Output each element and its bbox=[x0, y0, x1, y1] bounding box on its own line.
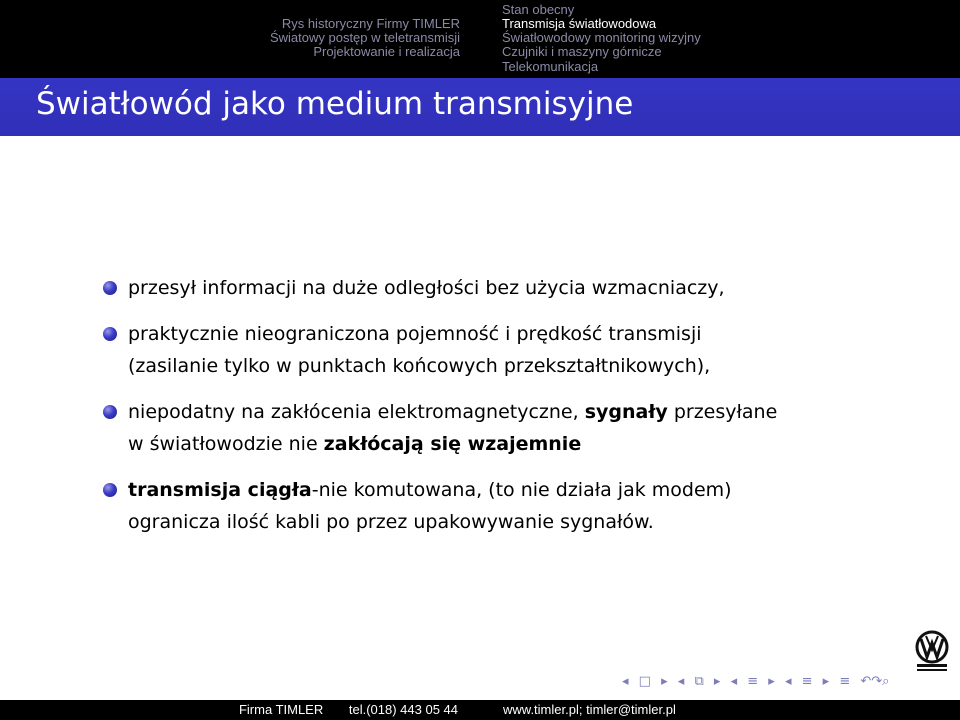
nav-left-sections bbox=[0, 0, 480, 78]
list-item-emphasis: transmisja ciągła bbox=[128, 479, 312, 501]
nav-section-link-active[interactable]: Transmisja światłowodowa bbox=[502, 16, 657, 31]
prev-subsection-icon[interactable]: ◂ bbox=[677, 674, 685, 689]
list-item bbox=[100, 318, 940, 382]
list-item-text: w światłowodzie nie bbox=[128, 433, 324, 455]
list-item-line bbox=[128, 318, 940, 350]
frame-icon[interactable]: □ bbox=[638, 674, 651, 689]
list-item-text: przesyłane bbox=[667, 401, 778, 423]
footer-company: Firma TIMLER bbox=[238, 702, 324, 717]
nav-section-link[interactable]: Światłowodowy monitoring wizyjny bbox=[502, 30, 701, 45]
nav-section-link[interactable]: Światowy postęp w teletransmisji bbox=[269, 30, 460, 45]
bullet-list bbox=[100, 272, 940, 552]
footer-phone: tel.(018) 443 05 44 bbox=[348, 702, 458, 717]
list-item-text: -nie komutowana, (to nie działa jak modem) bbox=[311, 479, 732, 501]
list-item bbox=[100, 272, 940, 304]
nav-section-link[interactable]: Czujniki i maszyny górnicze bbox=[502, 44, 662, 59]
frame-title: Światłowód jako medium transmisyjne bbox=[36, 86, 634, 122]
list-item-line bbox=[128, 272, 940, 304]
footer-contact: www.timler.pl; timler@timler.pl bbox=[503, 702, 676, 717]
next-part-icon[interactable]: ▸ bbox=[822, 674, 830, 689]
next-frame-icon[interactable]: ▸ bbox=[661, 674, 668, 689]
subsection-icon[interactable]: ⧉ bbox=[694, 674, 704, 689]
list-item-emphasis: zakłócają się wzajemnie bbox=[323, 433, 582, 455]
search-icon[interactable]: ↶↷⌕ bbox=[860, 674, 890, 689]
next-section-icon[interactable]: ▸ bbox=[768, 674, 775, 689]
list-item-text: przesył informacji na duże odległości bez użycia wzmacniaczy, bbox=[128, 277, 725, 299]
part-icon[interactable]: ≡ bbox=[801, 674, 813, 689]
timler-logo-icon bbox=[912, 630, 952, 672]
ball-bullet-icon bbox=[103, 483, 117, 497]
footer-left bbox=[0, 702, 480, 717]
list-item-emphasis: sygnały bbox=[584, 401, 668, 423]
list-item bbox=[100, 396, 940, 460]
footer-bar bbox=[0, 700, 960, 720]
nav-section-link[interactable]: Projektowanie i realizacja bbox=[313, 44, 460, 59]
nav-section-link[interactable]: Stan obecny bbox=[502, 2, 575, 17]
list-item-line bbox=[128, 396, 940, 428]
align-icon[interactable]: ≡ bbox=[839, 674, 851, 689]
list-item-text: ogranicza ilość kabli po przez upakowywanie sygnałów. bbox=[128, 511, 654, 533]
list-item-text: praktycznie nieograniczona pojemność i prędkość transmisji bbox=[128, 323, 702, 345]
list-item bbox=[100, 474, 940, 538]
prev-section-icon[interactable]: ◂ bbox=[730, 674, 738, 689]
list-item-line bbox=[128, 428, 940, 460]
frame-title-bar bbox=[0, 78, 960, 136]
list-item-text: niepodatny na zakłócenia elektromagnetyczne, bbox=[128, 401, 585, 423]
top-navigation-bar bbox=[0, 0, 960, 78]
ball-bullet-icon bbox=[103, 327, 117, 341]
list-item-line bbox=[128, 350, 940, 382]
list-item-line bbox=[128, 474, 940, 506]
nav-section-link[interactable]: Telekomunikacja bbox=[502, 59, 599, 74]
prev-part-icon[interactable]: ◂ bbox=[784, 674, 792, 689]
nav-section-link[interactable]: Rys historyczny Firmy TIMLER bbox=[281, 16, 460, 31]
beamer-navigation-symbols bbox=[622, 674, 952, 694]
section-icon[interactable]: ≡ bbox=[747, 674, 759, 689]
next-subsection-icon[interactable]: ▸ bbox=[713, 674, 721, 689]
list-item-line bbox=[128, 506, 940, 538]
prev-frame-icon[interactable]: ◂ bbox=[622, 674, 629, 689]
nav-right-sections bbox=[502, 0, 942, 78]
list-item-text: (zasilanie tylko w punktach końcowych przekształtnikowych), bbox=[128, 355, 711, 377]
ball-bullet-icon bbox=[103, 281, 117, 295]
ball-bullet-icon bbox=[103, 405, 117, 419]
